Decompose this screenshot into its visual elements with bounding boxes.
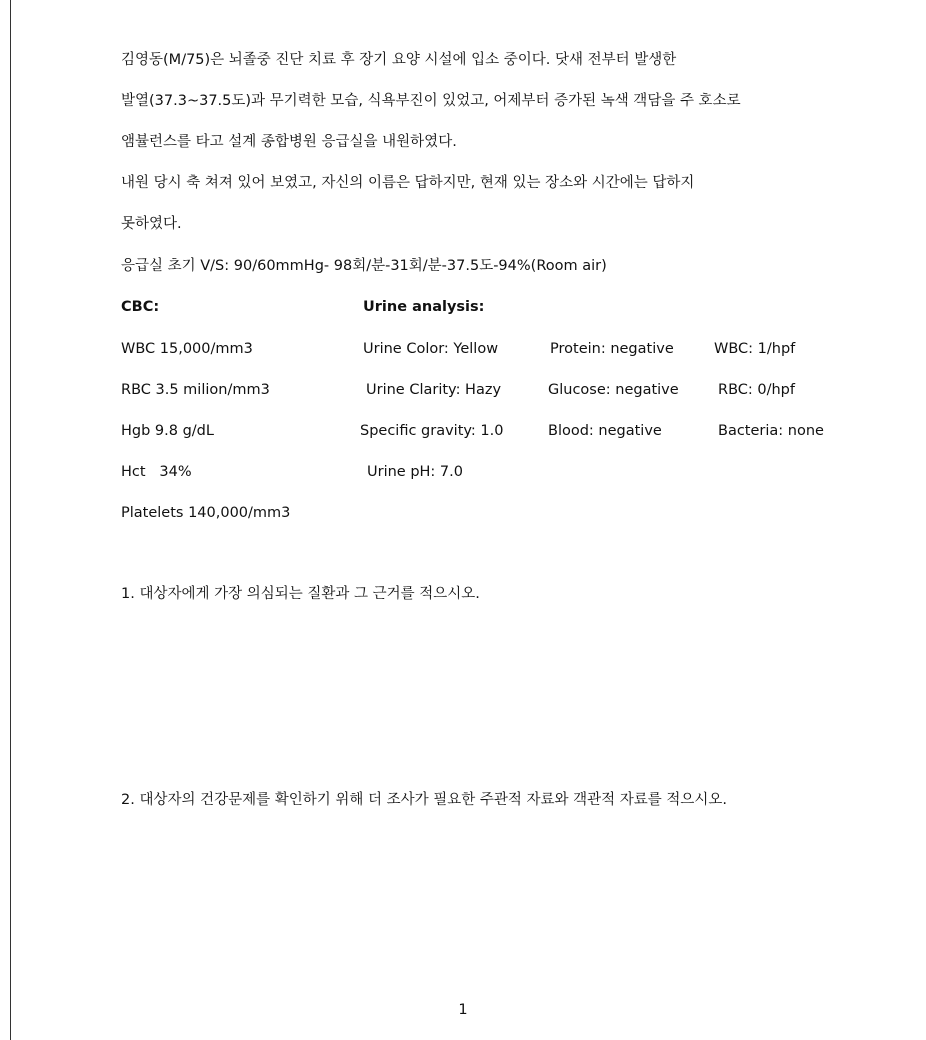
- urine-specific-gravity: Specific gravity: 1.0: [360, 423, 504, 439]
- page-number: 1: [458, 1002, 468, 1018]
- urine-clarity: Urine Clarity: Hazy: [366, 382, 502, 398]
- urine-glucose: Glucose: negative: [548, 382, 679, 398]
- question-1: 1. 대상자에게 가장 의심되는 질환과 그 근거를 적으시오.: [121, 586, 480, 602]
- case-line-2: 발열(37.3~37.5도)과 무기력한 모습, 식욕부진이 있었고, 어제부터 증가된 녹색 객담을 주 호소로: [121, 93, 741, 109]
- cbc-platelets: Platelets 140,000/mm3: [121, 505, 291, 521]
- urine-header: Urine analysis:: [363, 299, 485, 315]
- urine-blood: Blood: negative: [548, 423, 662, 439]
- urine-wbc: WBC: 1/hpf: [714, 341, 796, 357]
- urine-bacteria: Bacteria: none: [718, 423, 824, 439]
- urine-rbc: RBC: 0/hpf: [718, 382, 795, 398]
- cbc-hct: Hct 34%: [121, 464, 192, 480]
- cbc-wbc: WBC 15,000/mm3: [121, 341, 253, 357]
- cbc-hgb: Hgb 9.8 g/dL: [121, 423, 214, 439]
- page-left-border: [10, 0, 11, 1040]
- vital-signs: 응급실 초기 V/S: 90/60mmHg- 98회/분-31회/분-37.5도-94%(Room air): [121, 258, 607, 274]
- urine-color: Urine Color: Yellow: [363, 341, 499, 357]
- case-line-1: 김영동(M/75)은 뇌졸중 진단 치료 후 장기 요양 시설에 입소 중이다. 닷새 전부터 발생한: [121, 52, 677, 68]
- case-line-5: 못하였다.: [121, 216, 182, 232]
- question-2: 2. 대상자의 건강문제를 확인하기 위해 더 조사가 필요한 주관적 자료와 객관적 자료를 적으시오.: [121, 792, 728, 808]
- case-line-3: 앰뷸런스를 타고 설계 종합병원 응급실을 내원하였다.: [121, 134, 457, 150]
- cbc-header: CBC:: [121, 299, 160, 315]
- urine-ph: Urine pH: 7.0: [367, 464, 463, 480]
- urine-protein: Protein: negative: [550, 341, 674, 357]
- cbc-rbc: RBC 3.5 milion/mm3: [121, 382, 270, 398]
- case-line-4: 내원 당시 축 쳐져 있어 보였고, 자신의 이름은 답하지만, 현재 있는 장소와 시간에는 답하지: [121, 175, 695, 191]
